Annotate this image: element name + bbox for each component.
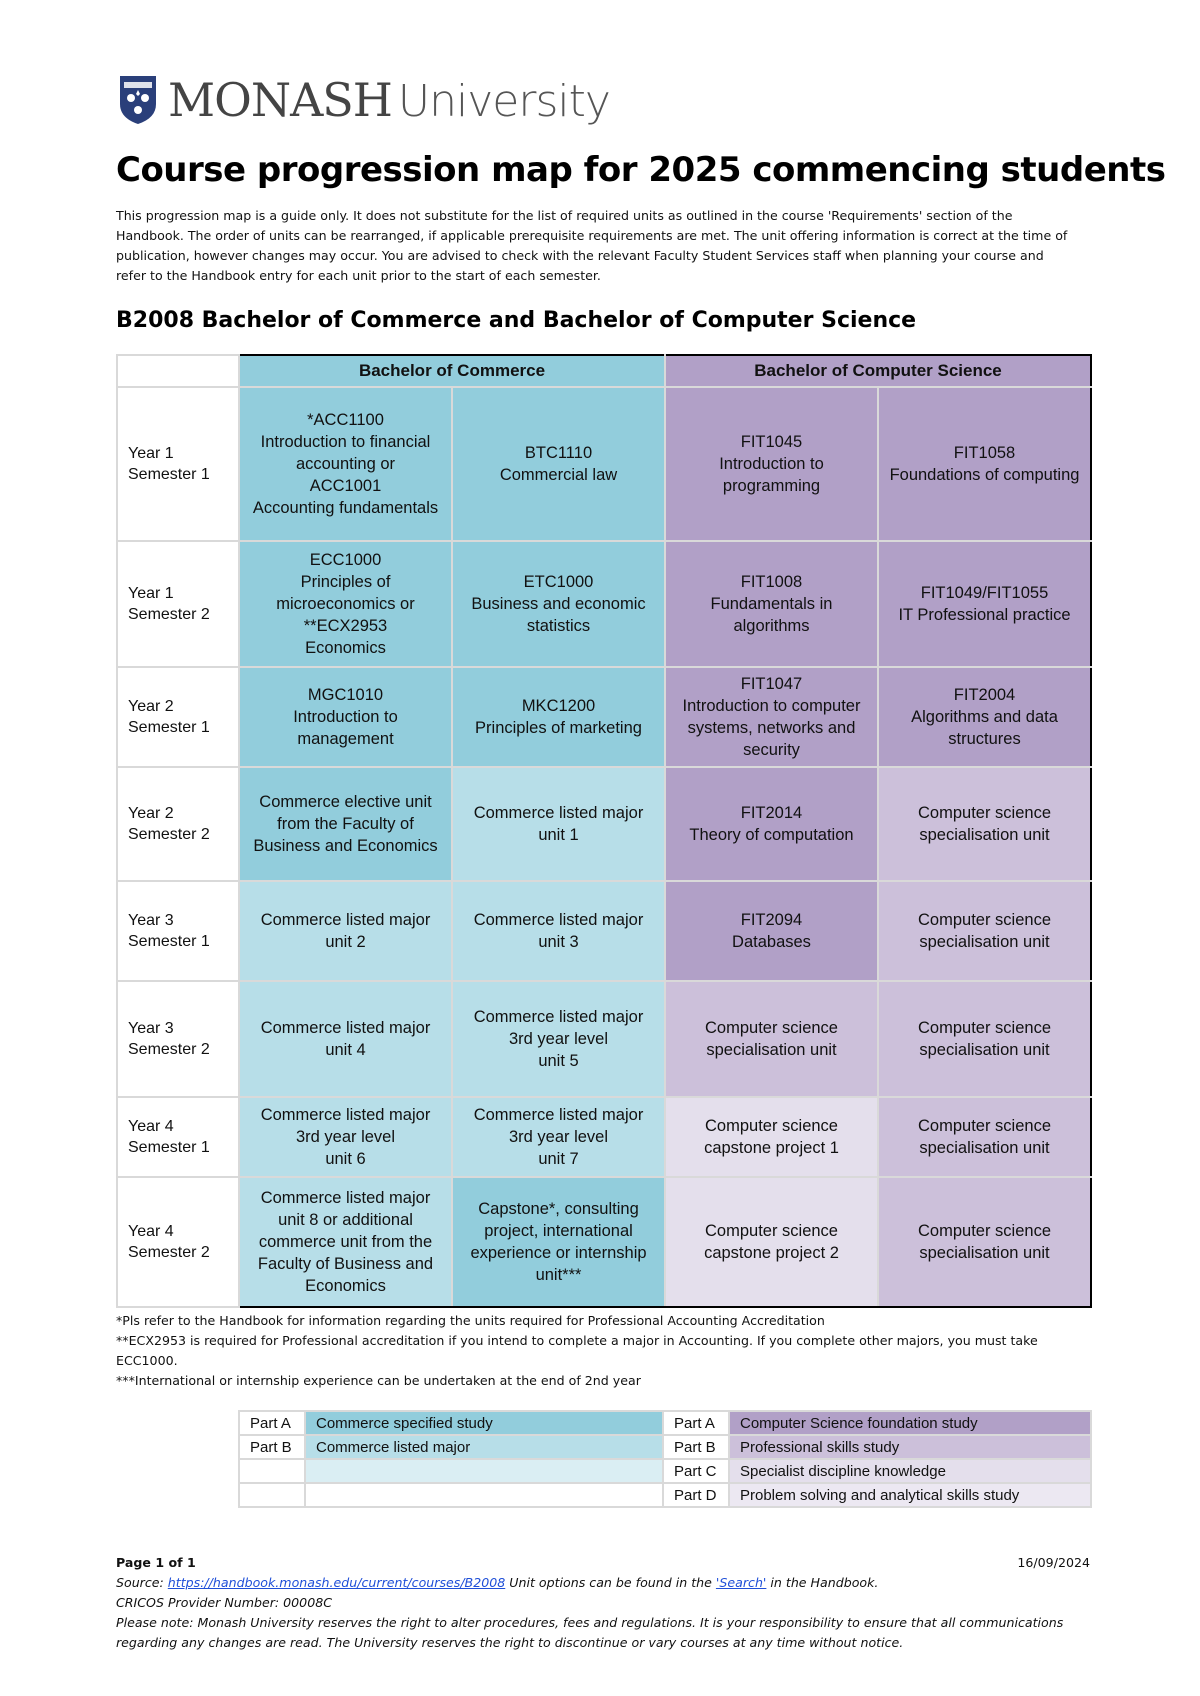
unit-cell: Computer science specialisation unit <box>878 881 1091 981</box>
legend-table <box>238 1410 1092 1508</box>
monash-wordmark: MONASH University <box>168 73 610 127</box>
unit-cell: Commerce listed major unit 4 <box>239 981 452 1097</box>
unit-cell: *ACC1100 Introduction to financial accounting or ACC1001 Accounting fundamentals <box>239 387 452 541</box>
page-number: Page 1 of 1 <box>116 1555 196 1570</box>
progression-grid <box>116 354 1092 1308</box>
legend-label <box>305 1483 663 1507</box>
unit-cell: FIT1047 Introduction to computer systems, networks and security <box>665 667 878 767</box>
unit-cell: Commerce listed major 3rd year level unit 5 <box>452 981 665 1097</box>
legend-part: Part B <box>663 1435 729 1459</box>
footnote: ***International or internship experience can be undertaken at the end of 2nd year <box>116 1373 641 1388</box>
table-row <box>117 387 1091 541</box>
unit-cell: Computer science specialisation unit <box>878 981 1091 1097</box>
row-label: Year 1 Semester 1 <box>117 387 239 541</box>
page-footer <box>116 1553 1090 1653</box>
unit-cell: BTC1110 Commercial law <box>452 387 665 541</box>
table-row <box>117 1097 1091 1177</box>
footnote: *Pls refer to the Handbook for information regarding the units required for Professional Accounting Accreditation <box>116 1313 825 1328</box>
row-label: Year 3 Semester 1 <box>117 881 239 981</box>
unit-cell: MKC1200 Principles of marketing <box>452 667 665 767</box>
legend-part: Part D <box>663 1483 729 1507</box>
unit-cell: FIT1008 Fundamentals in algorithms <box>665 541 878 667</box>
legend-row <box>239 1411 1091 1435</box>
legend-row <box>239 1459 1091 1483</box>
legend-part: Part A <box>663 1411 729 1435</box>
row-label: Year 1 Semester 2 <box>117 541 239 667</box>
search-link[interactable]: 'Search' <box>715 1575 767 1590</box>
unit-cell: Commerce listed major 3rd year level unit 6 <box>239 1097 452 1177</box>
publish-date: 16/09/2024 <box>1017 1555 1090 1570</box>
legend-label: Commerce specified study <box>305 1411 663 1435</box>
unit-cell: Commerce elective unit from the Faculty of Business and Economics <box>239 767 452 881</box>
row-label: Year 4 Semester 1 <box>117 1097 239 1177</box>
legend-label: Computer Science foundation study <box>729 1411 1091 1435</box>
unit-cell: Computer science capstone project 2 <box>665 1177 878 1307</box>
legend-part: Part A <box>239 1411 305 1435</box>
unit-cell: FIT2014 Theory of computation <box>665 767 878 881</box>
unit-cell: Commerce listed major unit 2 <box>239 881 452 981</box>
legend-part <box>239 1459 305 1483</box>
legend-label <box>305 1459 663 1483</box>
footnote: **ECX2953 is required for Professional accreditation if you intend to complete a major in Accounting. If you complete other majors, you must take ECC1000. <box>116 1333 1038 1368</box>
table-row <box>117 667 1091 767</box>
legend-row <box>239 1483 1091 1507</box>
unit-cell: Commerce listed major unit 8 or additional commerce unit from the Faculty of Business and Economics <box>239 1177 452 1307</box>
legend-part: Part C <box>663 1459 729 1483</box>
legend-part <box>239 1483 305 1507</box>
disclaimer: Please note: Monash University reserves the right to alter procedures, fees and regulations. It is your responsibility to ensure that all communications regarding any changes are read. The University reserves the right to discontinue or vary courses at any time without notice. <box>116 1615 1064 1650</box>
unit-cell: ECC1000 Principles of microeconomics or **ECX2953 Economics <box>239 541 452 667</box>
row-label: Year 2 Semester 1 <box>117 667 239 767</box>
unit-cell: Computer science specialisation unit <box>878 1177 1091 1307</box>
legend-label: Commerce listed major <box>305 1435 663 1459</box>
cricos-number: CRICOS Provider Number: 00008C <box>116 1595 333 1610</box>
course-title: B2008 Bachelor of Commerce and Bachelor of Computer Science <box>116 308 917 333</box>
source-line: Source: https://handbook.monash.edu/current/courses/B2008 Unit options can be found in the 'Search' in the Handbook. <box>116 1575 879 1590</box>
monash-crest-icon <box>118 74 158 126</box>
unit-cell: FIT2004 Algorithms and data structures <box>878 667 1091 767</box>
legend-label: Professional skills study <box>729 1435 1091 1459</box>
table-row <box>117 1177 1091 1307</box>
unit-cell: Commerce listed major unit 1 <box>452 767 665 881</box>
unit-cell: FIT1058 Foundations of computing <box>878 387 1091 541</box>
row-label: Year 4 Semester 2 <box>117 1177 239 1307</box>
table-row <box>117 981 1091 1097</box>
legend-row <box>239 1435 1091 1459</box>
table-row <box>117 881 1091 981</box>
unit-cell: FIT1049/FIT1055 IT Professional practice <box>878 541 1091 667</box>
legend-part: Part B <box>239 1435 305 1459</box>
unit-cell: MGC1010 Introduction to management <box>239 667 452 767</box>
header-blank <box>117 355 239 387</box>
unit-cell: Commerce listed major 3rd year level unit 7 <box>452 1097 665 1177</box>
legend-label: Problem solving and analytical skills study <box>729 1483 1091 1507</box>
monash-logo <box>118 70 610 130</box>
table-row <box>117 767 1091 881</box>
intro-text: This progression map is a guide only. It does not substitute for the list of required units as outlined in the course 'Requirements' section of the Handbook. The order of units can be rearranged, if applicable prerequisite requirements are met. The unit offering information is correct at the time of publication, however changes may occur. You are advised to check with the relevant Faculty Student Services staff when planning your course and refer to the Handbook entry for each unit prior to the start of each semester. <box>116 208 1068 283</box>
unit-cell: Computer science specialisation unit <box>665 981 878 1097</box>
row-label: Year 3 Semester 2 <box>117 981 239 1097</box>
handbook-link[interactable]: https://handbook.monash.edu/current/courses/B2008 <box>167 1575 506 1590</box>
header-commerce: Bachelor of Commerce <box>239 355 665 387</box>
table-row <box>117 541 1091 667</box>
unit-cell: Commerce listed major unit 3 <box>452 881 665 981</box>
page-title: Course progression map for 2025 commencing students <box>116 150 1166 190</box>
footnotes <box>116 1311 1096 1391</box>
unit-cell: Computer science capstone project 1 <box>665 1097 878 1177</box>
unit-cell: ETC1000 Business and economic statistics <box>452 541 665 667</box>
row-label: Year 2 Semester 2 <box>117 767 239 881</box>
unit-cell: Computer science specialisation unit <box>878 767 1091 881</box>
header-computer-science: Bachelor of Computer Science <box>665 355 1091 387</box>
legend-label: Specialist discipline knowledge <box>729 1459 1091 1483</box>
unit-cell: FIT2094 Databases <box>665 881 878 981</box>
unit-cell: FIT1045 Introduction to programming <box>665 387 878 541</box>
unit-cell: Computer science specialisation unit <box>878 1097 1091 1177</box>
unit-cell: Capstone*, consulting project, international experience or internship unit*** <box>452 1177 665 1307</box>
